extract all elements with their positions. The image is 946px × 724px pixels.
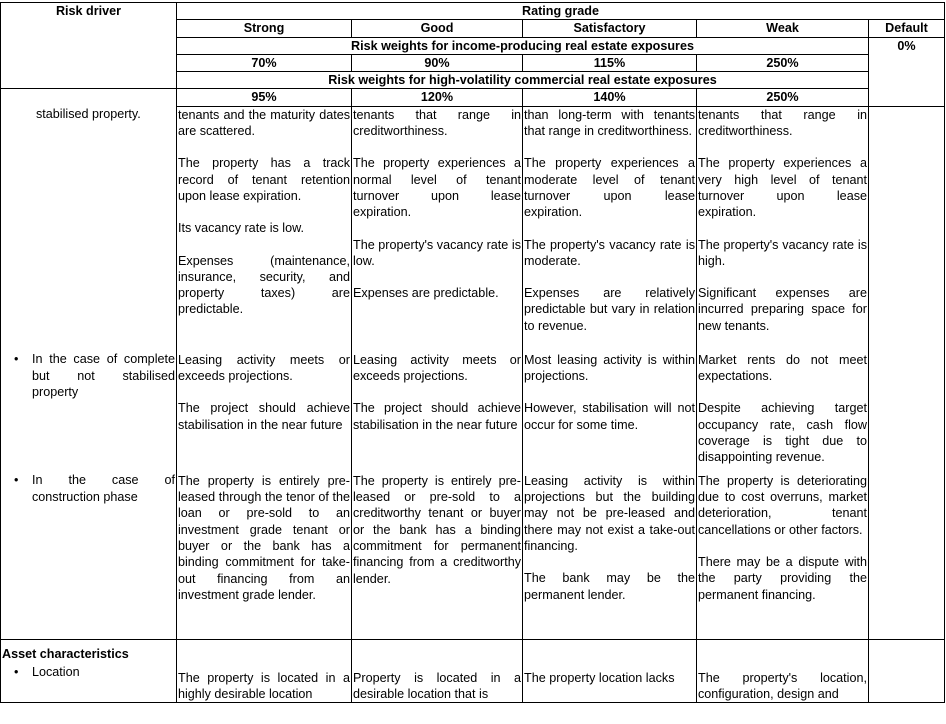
strong-stabilised-text: The property has a track record of tenant retention upon lease expiration.	[178, 156, 350, 203]
satisfactory-complete-text: Most leasing activity is within projections.	[524, 352, 695, 384]
strong-stabilised-text: Its vacancy rate is low.	[178, 221, 304, 236]
weak-stabilised-text: tenants that range in creditworthiness.	[698, 107, 867, 139]
weak-construction-text: There may be a dispute with the party providing the permanent financing.	[698, 554, 867, 602]
driver-location: • Location	[2, 664, 175, 680]
weak-complete-text: Market rents do not meet expectations.	[698, 352, 867, 384]
ipre-weight-good: 90%	[352, 54, 523, 71]
rating-grade-header: Rating grade	[177, 3, 945, 20]
good-stabilised-text: tenants that range in creditworthiness.	[353, 107, 521, 139]
ipre-weight-strong: 70%	[177, 54, 352, 71]
satisfactory-stabilised-text: than long-term with tenants that range in creditworthiness.	[524, 107, 695, 139]
bullet-icon: •	[14, 473, 19, 488]
ipre-weights-title: Risk weights for income-producing real estate exposures	[177, 37, 869, 54]
driver-complete: • In the case of complete but not stabilised property	[2, 351, 175, 472]
weak-stabilised-text: The property experiences a very high level of tenant turnover upon lease expiration.	[698, 156, 867, 220]
good-complete-text: The project should achieve stabilisation in the near future	[353, 401, 521, 432]
grade-strong-header: Strong	[177, 20, 352, 37]
good-location-text: Property is located in a desirable location that is	[353, 670, 521, 702]
ipre-weight-satisfactory: 115%	[523, 54, 697, 71]
asset-characteristics-heading: Asset characteristics	[2, 646, 129, 661]
good-cell	[352, 106, 523, 639]
risk-weight-table	[0, 2, 945, 703]
satisfactory-location-cell	[523, 639, 697, 703]
default-location-cell	[869, 639, 945, 703]
hvcre-weight-satisfactory: 140%	[523, 89, 697, 106]
satisfactory-stabilised-text: The property experiences a moderate level of tenant turnover upon lease expiration.	[524, 156, 695, 220]
satisfactory-location-text: The property location lacks	[524, 670, 675, 685]
good-construction-text: The property is entirely pre-leased or pre-sold to a creditworthy tenant or buyer or the bank has a binding commitment for permanent financing from a creditworthy lender.	[353, 473, 521, 586]
ipre-weight-weak: 250%	[697, 54, 869, 71]
hvcre-weights-title: Risk weights for high-volatility commercial real estate exposures	[177, 72, 869, 89]
satisfactory-complete-text: However, stabilisation will not occur for some time.	[524, 401, 695, 432]
grade-satisfactory-header: Satisfactory	[523, 20, 697, 37]
strong-location-text: The property is located in a highly desirable location	[178, 670, 350, 702]
driver-construction: • In the case of construction phase	[2, 472, 175, 505]
strong-location-cell	[177, 639, 352, 703]
good-location-cell	[352, 639, 523, 703]
weak-construction-text: The property is deteriorating due to cost overruns, market deterioration, tenant cancellations or other factors.	[698, 473, 867, 537]
strong-stabilised-text: Expenses (maintenance, insurance, security, and property taxes) are predictable.	[178, 253, 350, 317]
hvcre-weight-weak: 250%	[697, 89, 869, 106]
weak-cell	[697, 106, 869, 639]
satisfactory-construction-text: Leasing activity is within projections but the building may not be pre-leased and there may not exist a take-out financing.	[524, 473, 695, 553]
default-cell	[869, 106, 945, 639]
strong-cell	[177, 106, 352, 639]
default-weight: 0%	[869, 37, 945, 106]
grade-good-header: Good	[352, 20, 523, 37]
weak-location-cell	[697, 639, 869, 703]
asset-characteristics-cell	[1, 639, 177, 703]
grade-default-header: Default	[869, 20, 945, 37]
hvcre-weight-good: 120%	[352, 89, 523, 106]
strong-stabilised-text: tenants and the maturity dates are scattered.	[178, 107, 350, 139]
satisfactory-stabilised-text: Expenses are relatively predictable but vary in relation to revenue.	[524, 286, 695, 333]
strong-complete-text: The project should achieve stabilisation in the near future	[178, 401, 350, 432]
satisfactory-construction-text: The bank may be the permanent lender.	[524, 571, 695, 602]
weak-stabilised-text: Significant expenses are incurred preparing space for new tenants.	[698, 286, 867, 333]
good-complete-text: Leasing activity meets or exceeds projections.	[353, 352, 521, 384]
strong-construction-text: The property is entirely pre-leased through the tenor of the loan or pre-sold to an investment grade tenant or buyer or the bank has a binding commitment for take-out financing from an investment grade lender.	[178, 473, 350, 602]
hvcre-weight-strong: 95%	[177, 89, 352, 106]
driver-stabilised: stabilised property.	[36, 107, 141, 122]
weak-location-text: The property's location, configuration, design and	[698, 670, 867, 702]
good-stabilised-text: The property experiences a normal level of tenant turnover upon lease expiration.	[353, 156, 521, 220]
risk-driver-cell	[1, 106, 177, 639]
grade-weak-header: Weak	[697, 20, 869, 37]
satisfactory-stabilised-text: The property's vacancy rate is moderate.	[524, 237, 695, 268]
risk-driver-header: Risk driver	[1, 3, 177, 89]
satisfactory-cell	[523, 106, 697, 639]
good-stabilised-text: The property's vacancy rate is low.	[353, 237, 521, 268]
good-stabilised-text: Expenses are predictable.	[353, 286, 499, 301]
weak-stabilised-text: The property's vacancy rate is high.	[698, 237, 867, 268]
strong-complete-text: Leasing activity meets or exceeds projections.	[178, 352, 350, 384]
bullet-icon: •	[14, 665, 19, 680]
weak-complete-text: Despite achieving target occupancy rate, cash flow coverage is tight due to disappointing revenue.	[698, 401, 867, 465]
bullet-icon: •	[14, 352, 19, 367]
